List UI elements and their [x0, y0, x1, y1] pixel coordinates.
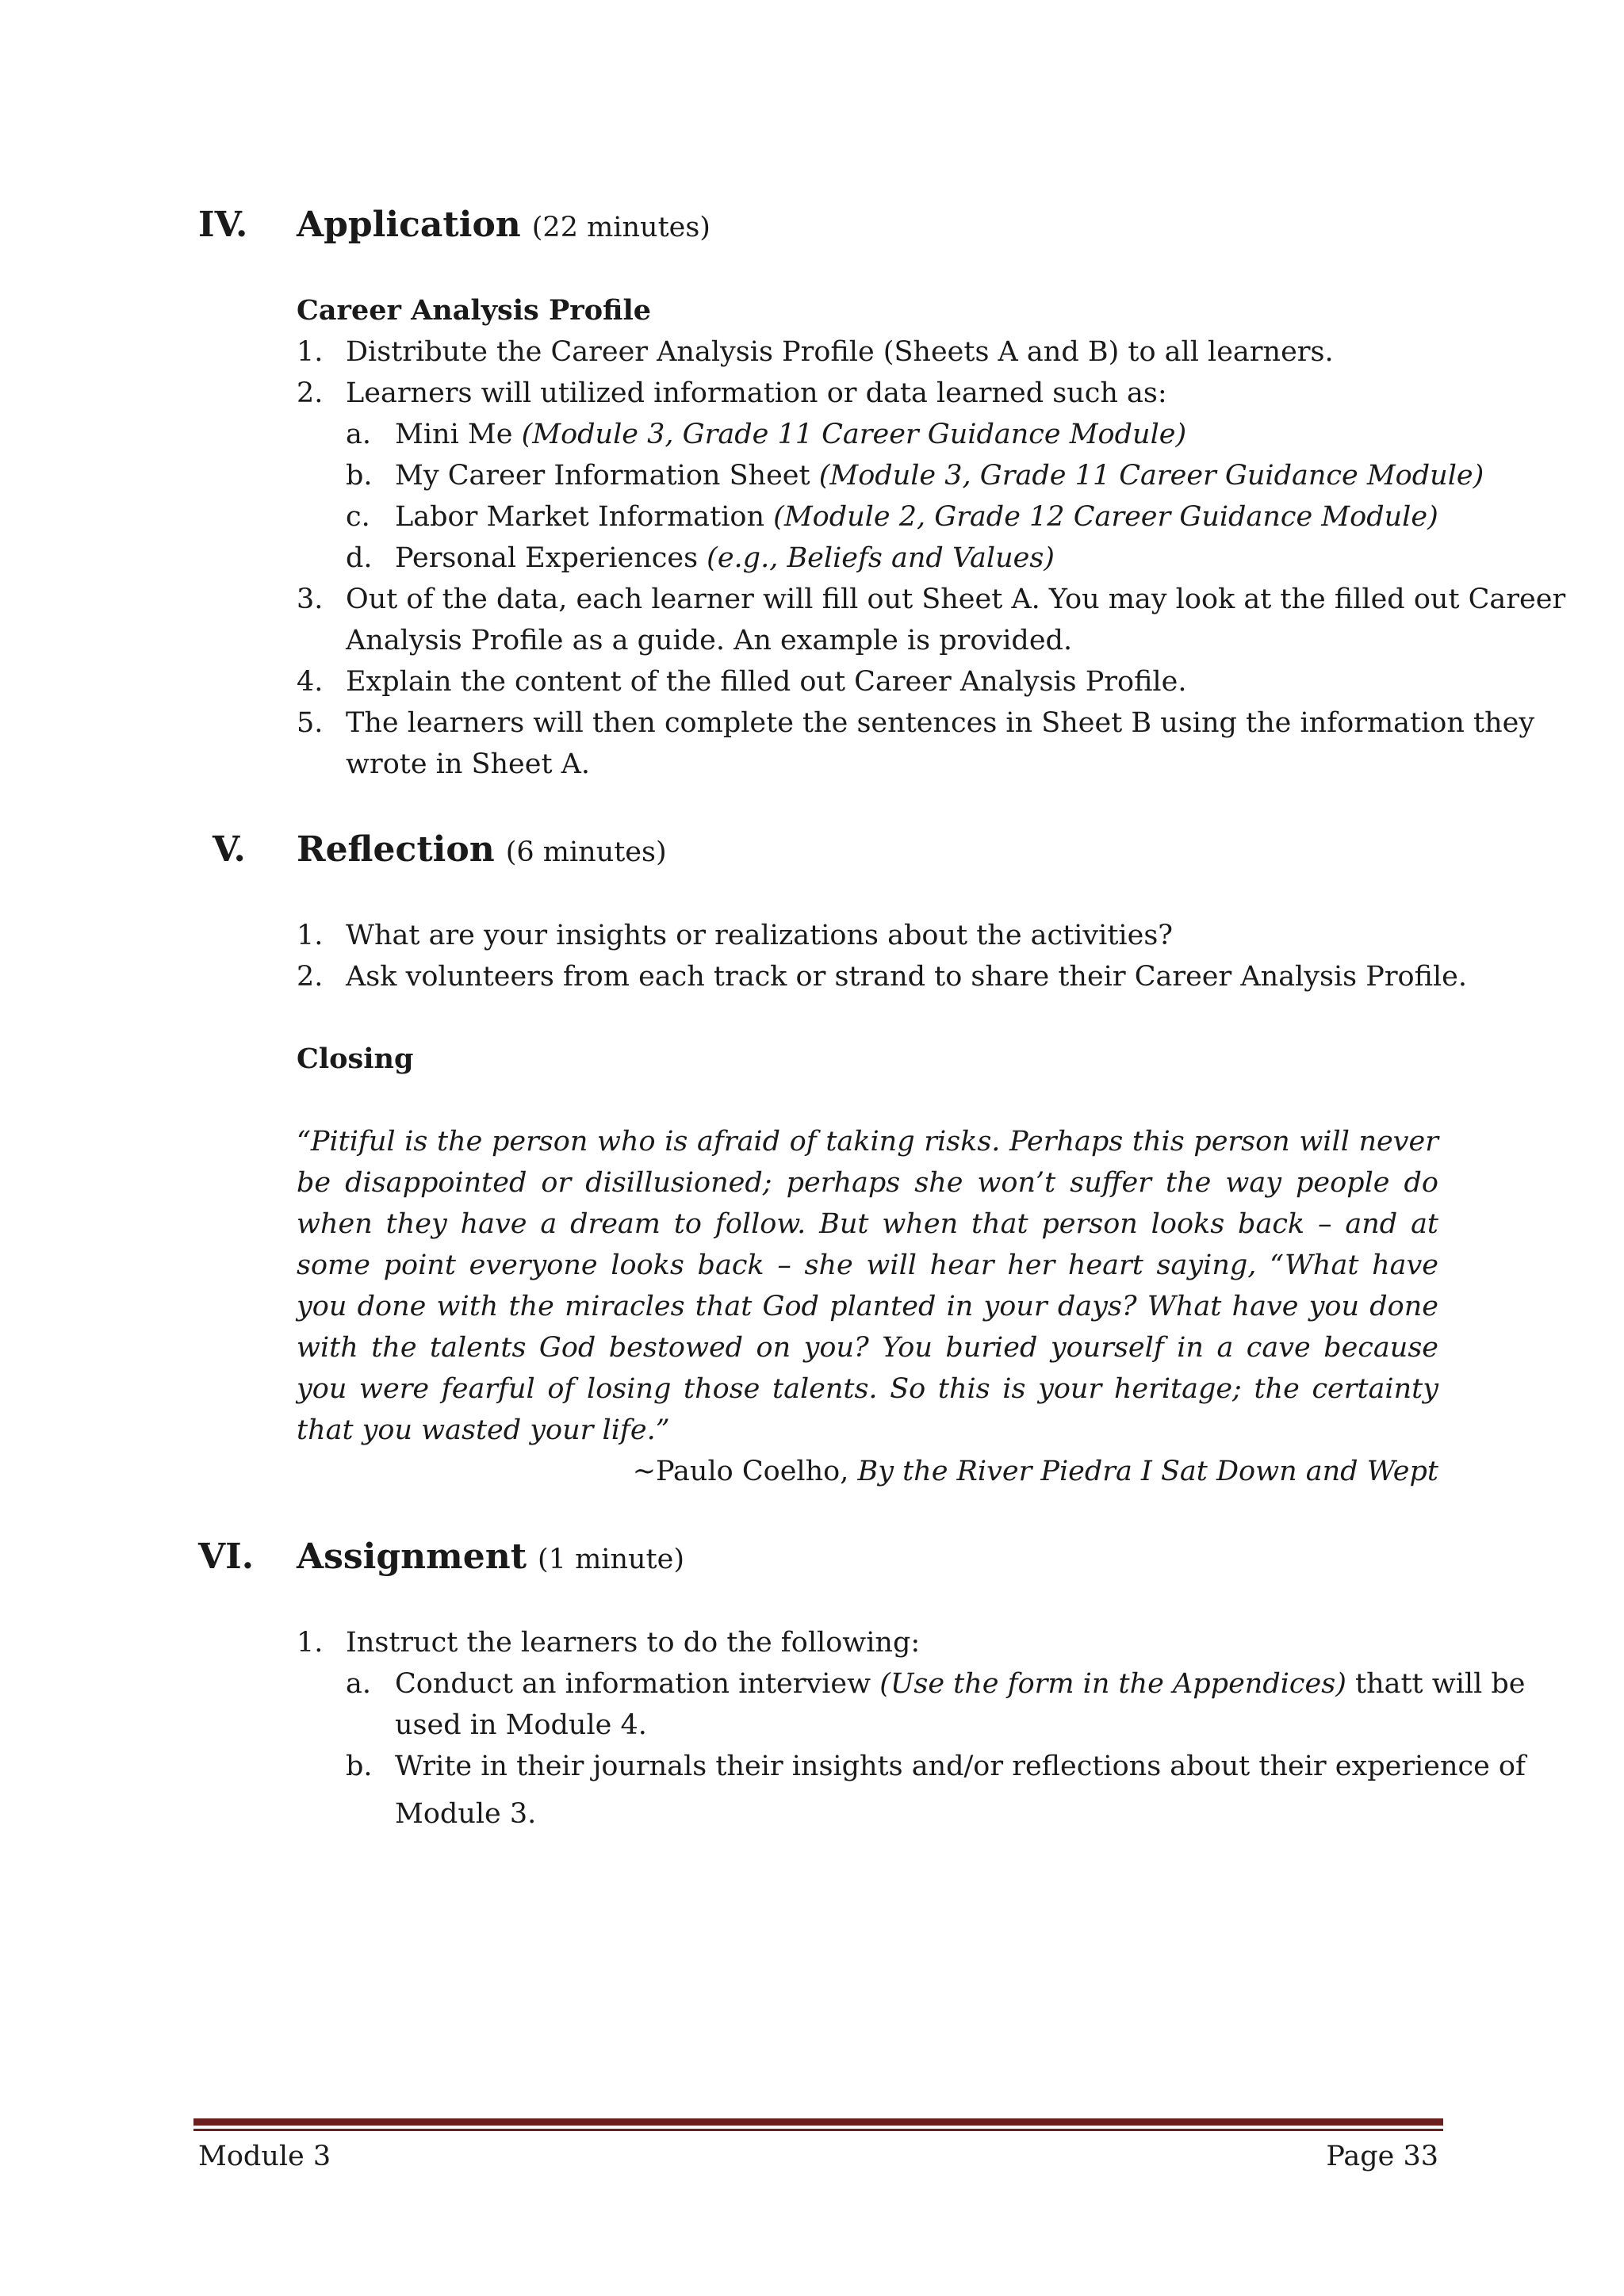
list-item: 1. Instruct the learners to do the following:: [297, 1627, 921, 1659]
section-title: Assignment: [297, 1536, 527, 1577]
section-title: Application: [297, 205, 521, 245]
sub-list-item: a. Mini Me (Module 3, Grade 11 Career Guidance Module): [346, 419, 1187, 450]
section-duration: (1 minute): [538, 1544, 684, 1575]
footer-page-number: Page 33: [1326, 2141, 1438, 2172]
sub-list-item: b. Write in their journals their insights and/or reflections about their experience of Module 3.: [346, 1751, 1526, 1830]
sub-list-item: a. Conduct an information interview (Use the form in the Appendices) thatt will be used in Module 4.: [346, 1668, 1526, 1741]
quote-attribution: ~Paulo Coelho, By the River Piedra I Sat Down and Wept: [632, 1456, 1438, 1487]
section-heading-assignment: [297, 1533, 684, 1583]
sub-list-item: d. Personal Experiences (e.g., Beliefs and Values): [346, 542, 1055, 574]
book-title: By the River Piedra I Sat Down and Wept: [857, 1456, 1438, 1487]
list-item: 1. What are your insights or realizations about the activities?: [297, 920, 1174, 951]
subheading-career-analysis-profile: Career Analysis Profile: [297, 294, 652, 327]
section-heading-reflection: [297, 826, 667, 876]
section-duration: (22 minutes): [531, 212, 710, 243]
subheading-closing: Closing: [297, 1043, 414, 1075]
section-numeral-v: V.: [213, 829, 246, 870]
list-item: 4. Explain the content of the filled out Career Analysis Profile.: [297, 666, 1187, 698]
list-item: 3. Out of the data, each learner will fill out Sheet A. You may look at the filled out Career Analysis Profile as a guide. An example is provided.: [297, 584, 1566, 656]
list-item: 5. The learners will then complete the sentences in Sheet B using the information they wrote in Sheet A.: [297, 707, 1535, 780]
section-numeral-iv: IV.: [198, 205, 248, 245]
section-title: Reflection: [297, 829, 495, 870]
footer-module-label: Module 3: [198, 2141, 331, 2172]
footer-rule-thick: [193, 2118, 1443, 2126]
list-item: 2. Ask volunteers from each track or strand to share their Career Analysis Profile.: [297, 961, 1467, 993]
section-duration: (6 minutes): [505, 836, 667, 868]
closing-quote: “Pitiful is the person who is afraid of taking risks. Perhaps this person will never be disappointed or disillusioned; perhaps she won’t suffer the way people do when they have a dream to follow. But when that person looks back – and at some point everyone looks back – she will hear her heart saying, “What have you done with the miracles that God planted in your days? What have you done with the talents God bestowed on you? You buried yourself in a cave because you were fearful of losing those talents. So this is your heritage; the certainty that you wasted your life.”: [297, 1126, 1438, 1446]
section-numeral-vi: VI.: [198, 1536, 255, 1577]
sub-list-item: b. My Career Information Sheet (Module 3, Grade 11 Career Guidance Module): [346, 460, 1484, 492]
section-heading-application: [297, 201, 710, 251]
footer-rule-thin: [193, 2129, 1443, 2131]
sub-list-item: c. Labor Market Information (Module 2, Grade 12 Career Guidance Module): [346, 501, 1438, 533]
